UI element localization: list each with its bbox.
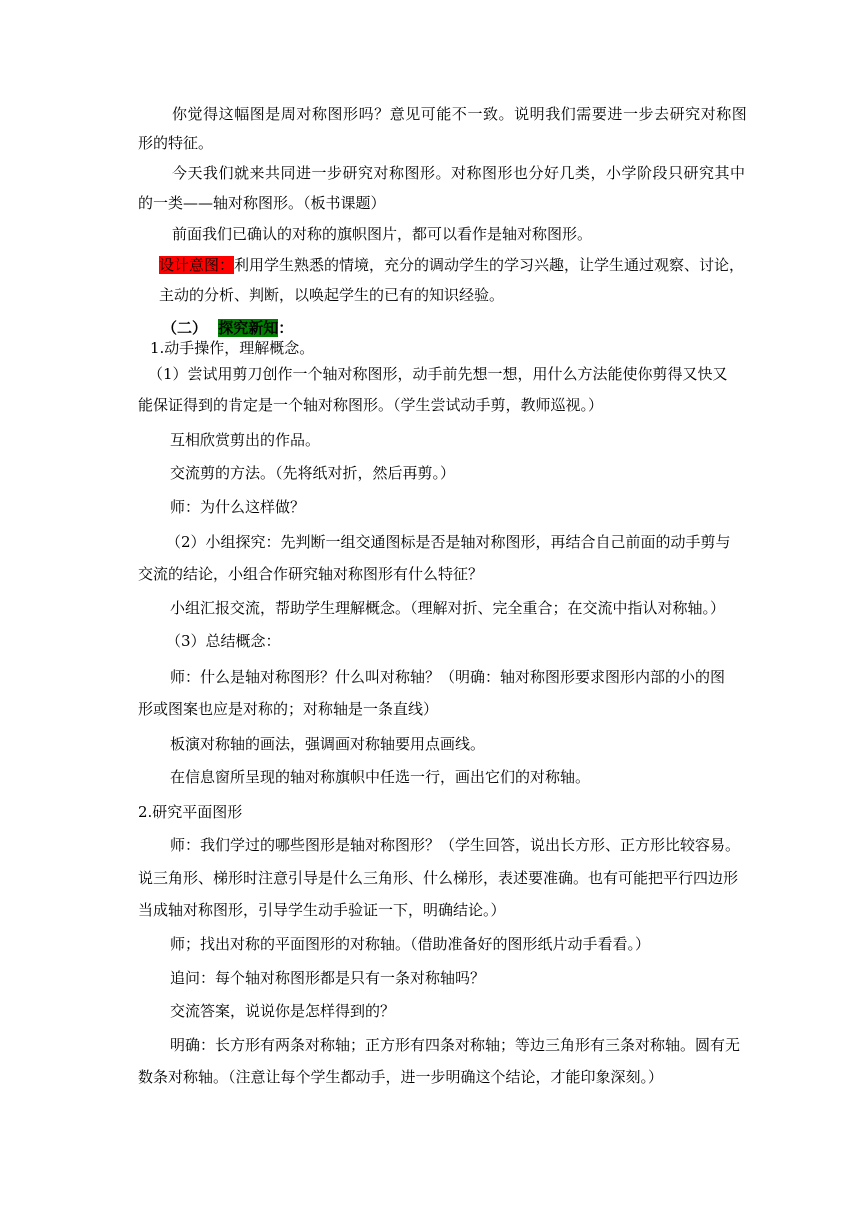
design-intent-line (159, 255, 744, 275)
paragraph-line: 的一类——轴对称图形。（板书课题） (138, 194, 386, 212)
paragraph-line: （1）尝试用剪刀创作一个轴对称图形，动手前先想一想，用什么方法能使你剪得又快又 (148, 365, 728, 383)
paragraph-line: 你觉得这幅图是周对称图形吗？意见可能不一致。说明我们需要进一步去研究对称图 (172, 105, 748, 123)
paragraph-line: 数条对称轴。（注意让每个学生都动手，进一步明确这个结论，才能印象深刻。） (138, 1068, 664, 1086)
section-heading (162, 318, 293, 338)
paragraph-line: （2）小组探究：先判断一组交通图标是否是轴对称图形，再结合自己前面的动手剪与 (166, 533, 731, 551)
paragraph-line: 主动的分析、判断，以唤起学生的已有的知识经验。 (159, 286, 505, 304)
paragraph-line: 交流剪的方法。（先将纸对折，然后再剪。） (170, 464, 456, 482)
subheading: 2.研究平面图形 (138, 803, 243, 821)
paragraph-line: 当成轴对称图形，引导学生动手验证一下，明确结论。） (138, 901, 506, 919)
paragraph-line: 说三角形、梯形时注意引导是什么三角形、什么梯形，表述要准确。也有可能把平行四边形 (138, 869, 739, 887)
paragraph-line: 形或图案也应是对称的；对称轴是一条直线） (138, 700, 439, 718)
paragraph-line: （3）总结概念： (166, 632, 281, 650)
paragraph-line: 前面我们已确认的对称的旗帜图片，都可以看作是轴对称图形。 (172, 225, 593, 243)
design-intent-label: 设计意图： (159, 256, 235, 274)
paragraph-line: 板演对称轴的画法，强调画对称轴要用点画线。 (170, 735, 486, 753)
paragraph-line: 师：什么是轴对称图形？什么叫对称轴？（明确：轴对称图形要求图形内部的小的图 (170, 668, 726, 686)
paragraph-line: 小组汇报交流，帮助学生理解概念。（理解对折、完全重合；在交流中指认对称轴。） (170, 599, 726, 617)
paragraph-line: 师：我们学过的哪些图形是轴对称图形？（学生回答，说出长方形、正方形比较容易。 (170, 836, 741, 854)
section-number: （二） (162, 319, 208, 337)
paragraph-line: 交流的结论，小组合作研究轴对称图形有什么特征？ (138, 565, 484, 583)
subheading: 1.动手操作，理解概念。 (150, 339, 315, 357)
design-intent-text: 利用学生熟悉的情境，充分的调动学生的学习兴趣，让学生通过观察、讨论， (234, 256, 745, 274)
paragraph-line: 明确：长方形有两条对称轴；正方形有四条对称轴；等边三角形有三条对称轴。圆有无 (170, 1036, 741, 1054)
paragraph-line: 追问：每个轴对称图形都是只有一条对称轴吗？ (170, 969, 486, 987)
paragraph-line: 师：为什么这样做？ (170, 498, 306, 516)
paragraph-line: 在信息窗所呈现的轴对称旗帜中任选一行，画出它们的对称轴。 (170, 768, 591, 786)
paragraph-line: 今天我们就来共同进一步研究对称图形。对称图形也分好几类，小学阶段只研究其中 (172, 164, 746, 182)
paragraph-line: 互相欣赏剪出的作品。 (170, 431, 321, 449)
paragraph-line: 师；找出对称的平面图形的对称轴。（借助准备好的图形纸片动手看看。） (170, 935, 651, 953)
section-label: 探究新知 (218, 319, 279, 337)
paragraph-line: 交流答案，说说你是怎样得到的？ (170, 1002, 396, 1020)
paragraph-line: 能保证得到的肯定是一个轴对称图形。（学生尝试动手剪，教师巡视。） (138, 396, 604, 414)
paragraph-line: 形的特征。 (138, 134, 214, 152)
section-colon: ： (278, 319, 294, 337)
